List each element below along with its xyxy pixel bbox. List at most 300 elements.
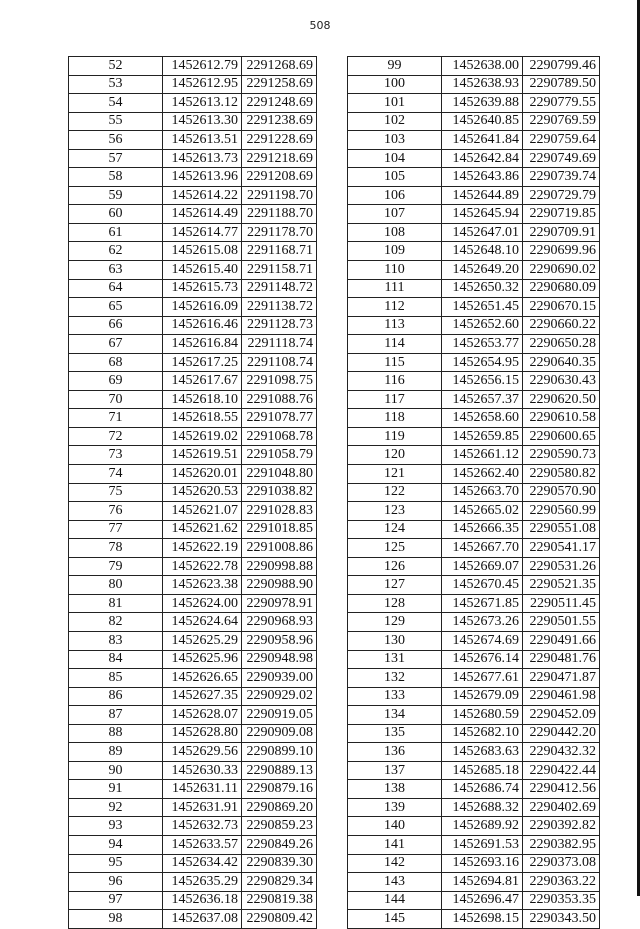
x-coordinate-cell: 1452628.07 [163,706,242,725]
x-coordinate-cell: 1452639.88 [442,94,523,113]
y-coordinate-cell: 2290640.35 [523,353,600,372]
y-coordinate-cell: 2290939.00 [242,669,317,688]
table-row [69,353,317,372]
x-coordinate-cell: 1452621.07 [163,502,242,521]
point-number-cell: 55 [69,112,163,131]
x-coordinate-cell: 1452613.12 [163,94,242,113]
x-coordinate-cell: 1452671.85 [442,594,523,613]
x-coordinate-cell: 1452657.37 [442,390,523,409]
x-coordinate-cell: 1452636.18 [163,891,242,910]
y-coordinate-cell: 2291078.77 [242,409,317,428]
table-row [69,223,317,242]
point-number-cell: 103 [348,131,442,150]
y-coordinate-cell: 2290432.32 [523,743,600,762]
point-number-cell: 92 [69,798,163,817]
x-coordinate-cell: 1452693.16 [442,854,523,873]
point-number-cell: 57 [69,149,163,168]
point-number-cell: 76 [69,502,163,521]
point-number-cell: 107 [348,205,442,224]
x-coordinate-cell: 1452653.77 [442,335,523,354]
y-coordinate-cell: 2291068.78 [242,427,317,446]
y-coordinate-cell: 2290958.96 [242,631,317,650]
y-coordinate-cell: 2291268.69 [242,57,317,76]
x-coordinate-cell: 1452619.02 [163,427,242,446]
x-coordinate-cell: 1452634.42 [163,854,242,873]
x-coordinate-cell: 1452617.67 [163,372,242,391]
table-row [348,483,600,502]
x-coordinate-cell: 1452638.00 [442,57,523,76]
point-number-cell: 111 [348,279,442,298]
table-row [348,205,600,224]
y-coordinate-cell: 2290998.88 [242,557,317,576]
point-number-cell: 108 [348,223,442,242]
point-number-cell: 81 [69,594,163,613]
point-number-cell: 86 [69,687,163,706]
y-coordinate-cell: 2291218.69 [242,149,317,168]
table-row [348,873,600,892]
x-coordinate-cell: 1452615.73 [163,279,242,298]
table-row [69,520,317,539]
point-number-cell: 119 [348,427,442,446]
x-coordinate-cell: 1452618.55 [163,409,242,428]
point-number-cell: 78 [69,539,163,558]
y-coordinate-cell: 2291028.83 [242,502,317,521]
y-coordinate-cell: 2290551.08 [523,520,600,539]
y-coordinate-cell: 2290412.56 [523,780,600,799]
x-coordinate-cell: 1452638.93 [442,75,523,94]
y-coordinate-cell: 2290779.55 [523,94,600,113]
x-coordinate-cell: 1452666.35 [442,520,523,539]
point-number-cell: 98 [69,910,163,929]
point-number-cell: 134 [348,706,442,725]
point-number-cell: 124 [348,520,442,539]
page-number: 508 [309,19,331,32]
point-number-cell: 60 [69,205,163,224]
point-number-cell: 143 [348,873,442,892]
table-row [69,780,317,799]
y-coordinate-cell: 2290531.26 [523,557,600,576]
point-number-cell: 115 [348,353,442,372]
x-coordinate-cell: 1452665.02 [442,502,523,521]
point-number-cell: 102 [348,112,442,131]
x-coordinate-cell: 1452613.30 [163,112,242,131]
x-coordinate-cell: 1452642.84 [442,149,523,168]
point-number-cell: 120 [348,446,442,465]
point-number-cell: 59 [69,186,163,205]
y-coordinate-cell: 2290680.09 [523,279,600,298]
x-coordinate-cell: 1452616.09 [163,298,242,317]
y-coordinate-cell: 2290978.91 [242,594,317,613]
x-coordinate-cell: 1452643.86 [442,168,523,187]
y-coordinate-cell: 2291088.76 [242,390,317,409]
y-coordinate-cell: 2290630.43 [523,372,600,391]
x-coordinate-cell: 1452614.49 [163,205,242,224]
x-coordinate-cell: 1452698.15 [442,910,523,929]
point-number-cell: 69 [69,372,163,391]
y-coordinate-cell: 2290452.09 [523,706,600,725]
y-coordinate-cell: 2291098.75 [242,372,317,391]
x-coordinate-cell: 1452676.14 [442,650,523,669]
point-number-cell: 136 [348,743,442,762]
table-row [348,631,600,650]
y-coordinate-cell: 2291058.79 [242,446,317,465]
y-coordinate-cell: 2290829.34 [242,873,317,892]
y-coordinate-cell: 2290699.96 [523,242,600,261]
y-coordinate-cell: 2290442.20 [523,724,600,743]
table-row [69,687,317,706]
table-row [69,465,317,484]
x-coordinate-cell: 1452617.25 [163,353,242,372]
table-row [348,539,600,558]
table-row [348,372,600,391]
y-coordinate-cell: 2290919.05 [242,706,317,725]
x-coordinate-cell: 1452659.85 [442,427,523,446]
point-number-cell: 114 [348,335,442,354]
table-row [69,316,317,335]
table-row [348,687,600,706]
table-row [69,669,317,688]
y-coordinate-cell: 2290759.64 [523,131,600,150]
point-number-cell: 133 [348,687,442,706]
table-row [348,261,600,280]
point-number-cell: 72 [69,427,163,446]
x-coordinate-cell: 1452641.84 [442,131,523,150]
x-coordinate-cell: 1452645.94 [442,205,523,224]
table-row [69,576,317,595]
table-row [69,242,317,261]
x-coordinate-cell: 1452688.32 [442,798,523,817]
x-coordinate-cell: 1452673.26 [442,613,523,632]
y-coordinate-cell: 2290709.91 [523,223,600,242]
point-number-cell: 89 [69,743,163,762]
table-row [348,427,600,446]
y-coordinate-cell: 2291048.80 [242,465,317,484]
coordinates-table-left [68,56,317,929]
x-coordinate-cell: 1452629.56 [163,743,242,762]
x-coordinate-cell: 1452613.73 [163,149,242,168]
x-coordinate-cell: 1452694.81 [442,873,523,892]
table-row [69,298,317,317]
table-row [69,835,317,854]
table-row [69,112,317,131]
point-number-cell: 112 [348,298,442,317]
x-coordinate-cell: 1452677.61 [442,669,523,688]
y-coordinate-cell: 2290879.16 [242,780,317,799]
x-coordinate-cell: 1452650.32 [442,279,523,298]
y-coordinate-cell: 2291248.69 [242,94,317,113]
table-row [69,724,317,743]
y-coordinate-cell: 2291148.72 [242,279,317,298]
table-row [69,186,317,205]
table-row [69,279,317,298]
table-row [69,613,317,632]
point-number-cell: 100 [348,75,442,94]
table-row [348,576,600,595]
x-coordinate-cell: 1452647.01 [442,223,523,242]
x-coordinate-cell: 1452623.38 [163,576,242,595]
x-coordinate-cell: 1452662.40 [442,465,523,484]
point-number-cell: 56 [69,131,163,150]
y-coordinate-cell: 2290392.82 [523,817,600,836]
y-coordinate-cell: 2291108.74 [242,353,317,372]
point-number-cell: 135 [348,724,442,743]
table-row [348,835,600,854]
x-coordinate-cell: 1452626.65 [163,669,242,688]
point-number-cell: 113 [348,316,442,335]
x-coordinate-cell: 1452625.96 [163,650,242,669]
table-row [69,168,317,187]
x-coordinate-cell: 1452625.29 [163,631,242,650]
y-coordinate-cell: 2290739.74 [523,168,600,187]
point-number-cell: 54 [69,94,163,113]
table-row [69,372,317,391]
point-number-cell: 123 [348,502,442,521]
table-row [348,112,600,131]
table-row [348,223,600,242]
x-coordinate-cell: 1452621.62 [163,520,242,539]
point-number-cell: 122 [348,483,442,502]
y-coordinate-cell: 2290610.58 [523,409,600,428]
x-coordinate-cell: 1452614.22 [163,186,242,205]
point-number-cell: 127 [348,576,442,595]
table-row [69,761,317,780]
y-coordinate-cell: 2290382.95 [523,835,600,854]
y-coordinate-cell: 2291258.69 [242,75,317,94]
point-number-cell: 80 [69,576,163,595]
point-number-cell: 126 [348,557,442,576]
point-number-cell: 139 [348,798,442,817]
table-row [348,390,600,409]
point-number-cell: 94 [69,835,163,854]
y-coordinate-cell: 2290899.10 [242,743,317,762]
y-coordinate-cell: 2290849.26 [242,835,317,854]
table-row [348,910,600,929]
table-row [348,279,600,298]
y-coordinate-cell: 2290402.69 [523,798,600,817]
table-row [69,502,317,521]
point-number-cell: 117 [348,390,442,409]
point-number-cell: 118 [348,409,442,428]
table-row [348,557,600,576]
point-number-cell: 121 [348,465,442,484]
y-coordinate-cell: 2291018.85 [242,520,317,539]
point-number-cell: 145 [348,910,442,929]
table-row [69,390,317,409]
x-coordinate-cell: 1452669.07 [442,557,523,576]
x-coordinate-cell: 1452613.51 [163,131,242,150]
x-coordinate-cell: 1452648.10 [442,242,523,261]
y-coordinate-cell: 2290968.93 [242,613,317,632]
y-coordinate-cell: 2290948.98 [242,650,317,669]
y-coordinate-cell: 2290929.02 [242,687,317,706]
y-coordinate-cell: 2290729.79 [523,186,600,205]
x-coordinate-cell: 1452619.51 [163,446,242,465]
point-number-cell: 79 [69,557,163,576]
table-row [348,613,600,632]
point-number-cell: 132 [348,669,442,688]
table-row [348,891,600,910]
table-row [69,743,317,762]
table-row [69,854,317,873]
x-coordinate-cell: 1452696.47 [442,891,523,910]
table-row [348,706,600,725]
point-number-cell: 144 [348,891,442,910]
table-row [348,75,600,94]
point-number-cell: 91 [69,780,163,799]
y-coordinate-cell: 2290560.99 [523,502,600,521]
point-number-cell: 85 [69,669,163,688]
table-row [69,57,317,76]
point-number-cell: 52 [69,57,163,76]
y-coordinate-cell: 2290481.76 [523,650,600,669]
point-number-cell: 109 [348,242,442,261]
y-coordinate-cell: 2290511.45 [523,594,600,613]
x-coordinate-cell: 1452618.10 [163,390,242,409]
x-coordinate-cell: 1452631.91 [163,798,242,817]
point-number-cell: 106 [348,186,442,205]
table-row [348,94,600,113]
table-row [69,798,317,817]
table-row [348,743,600,762]
x-coordinate-cell: 1452691.53 [442,835,523,854]
y-coordinate-cell: 2290353.35 [523,891,600,910]
point-number-cell: 70 [69,390,163,409]
y-coordinate-cell: 2291198.70 [242,186,317,205]
point-number-cell: 73 [69,446,163,465]
table-row [348,520,600,539]
x-coordinate-cell: 1452613.96 [163,168,242,187]
point-number-cell: 101 [348,94,442,113]
table-row [348,817,600,836]
x-coordinate-cell: 1452680.59 [442,706,523,725]
y-coordinate-cell: 2290660.22 [523,316,600,335]
point-number-cell: 95 [69,854,163,873]
point-number-cell: 83 [69,631,163,650]
y-coordinate-cell: 2290363.22 [523,873,600,892]
y-coordinate-cell: 2290809.42 [242,910,317,929]
point-number-cell: 105 [348,168,442,187]
y-coordinate-cell: 2290869.20 [242,798,317,817]
table-row [69,910,317,929]
x-coordinate-cell: 1452685.18 [442,761,523,780]
table-row [69,557,317,576]
point-number-cell: 116 [348,372,442,391]
y-coordinate-cell: 2290343.50 [523,910,600,929]
point-number-cell: 67 [69,335,163,354]
table-row [348,298,600,317]
table-row [348,798,600,817]
point-number-cell: 53 [69,75,163,94]
y-coordinate-cell: 2290570.90 [523,483,600,502]
y-coordinate-cell: 2290670.15 [523,298,600,317]
table-row [348,409,600,428]
table-row [69,650,317,669]
x-coordinate-cell: 1452616.46 [163,316,242,335]
x-coordinate-cell: 1452679.09 [442,687,523,706]
x-coordinate-cell: 1452683.63 [442,743,523,762]
x-coordinate-cell: 1452689.92 [442,817,523,836]
table-row [348,168,600,187]
table-row [348,724,600,743]
y-coordinate-cell: 2290521.35 [523,576,600,595]
x-coordinate-cell: 1452616.84 [163,335,242,354]
y-coordinate-cell: 2291128.73 [242,316,317,335]
y-coordinate-cell: 2290541.17 [523,539,600,558]
y-coordinate-cell: 2291228.69 [242,131,317,150]
table-row [69,427,317,446]
point-number-cell: 63 [69,261,163,280]
x-coordinate-cell: 1452635.29 [163,873,242,892]
y-coordinate-cell: 2291188.70 [242,205,317,224]
point-number-cell: 110 [348,261,442,280]
table-row [69,335,317,354]
table-row [69,817,317,836]
x-coordinate-cell: 1452663.70 [442,483,523,502]
point-number-cell: 71 [69,409,163,428]
point-number-cell: 87 [69,706,163,725]
point-number-cell: 142 [348,854,442,873]
x-coordinate-cell: 1452682.10 [442,724,523,743]
point-number-cell: 125 [348,539,442,558]
x-coordinate-cell: 1452622.19 [163,539,242,558]
point-number-cell: 93 [69,817,163,836]
table-row [348,669,600,688]
y-coordinate-cell: 2290620.50 [523,390,600,409]
y-coordinate-cell: 2291138.72 [242,298,317,317]
x-coordinate-cell: 1452652.60 [442,316,523,335]
y-coordinate-cell: 2290789.50 [523,75,600,94]
point-number-cell: 99 [348,57,442,76]
x-coordinate-cell: 1452615.40 [163,261,242,280]
y-coordinate-cell: 2291008.86 [242,539,317,558]
table-row [348,854,600,873]
y-coordinate-cell: 2290600.65 [523,427,600,446]
y-coordinate-cell: 2290769.59 [523,112,600,131]
point-number-cell: 141 [348,835,442,854]
table-row [348,465,600,484]
y-coordinate-cell: 2290690.02 [523,261,600,280]
x-coordinate-cell: 1452612.79 [163,57,242,76]
point-number-cell: 68 [69,353,163,372]
x-coordinate-cell: 1452620.01 [163,465,242,484]
point-number-cell: 61 [69,223,163,242]
point-number-cell: 131 [348,650,442,669]
y-coordinate-cell: 2290373.08 [523,854,600,873]
x-coordinate-cell: 1452628.80 [163,724,242,743]
y-coordinate-cell: 2290889.13 [242,761,317,780]
table-row [348,502,600,521]
table-row [69,205,317,224]
point-number-cell: 104 [348,149,442,168]
y-coordinate-cell: 2290461.98 [523,687,600,706]
point-number-cell: 64 [69,279,163,298]
x-coordinate-cell: 1452615.08 [163,242,242,261]
point-number-cell: 82 [69,613,163,632]
y-coordinate-cell: 2291118.74 [242,335,317,354]
table-row [69,483,317,502]
table-row [69,149,317,168]
coordinates-table-right [347,56,600,929]
point-number-cell: 65 [69,298,163,317]
point-number-cell: 75 [69,483,163,502]
x-coordinate-cell: 1452649.20 [442,261,523,280]
y-coordinate-cell: 2290839.30 [242,854,317,873]
point-number-cell: 96 [69,873,163,892]
table-row [69,873,317,892]
point-number-cell: 88 [69,724,163,743]
y-coordinate-cell: 2290471.87 [523,669,600,688]
table-row [348,335,600,354]
